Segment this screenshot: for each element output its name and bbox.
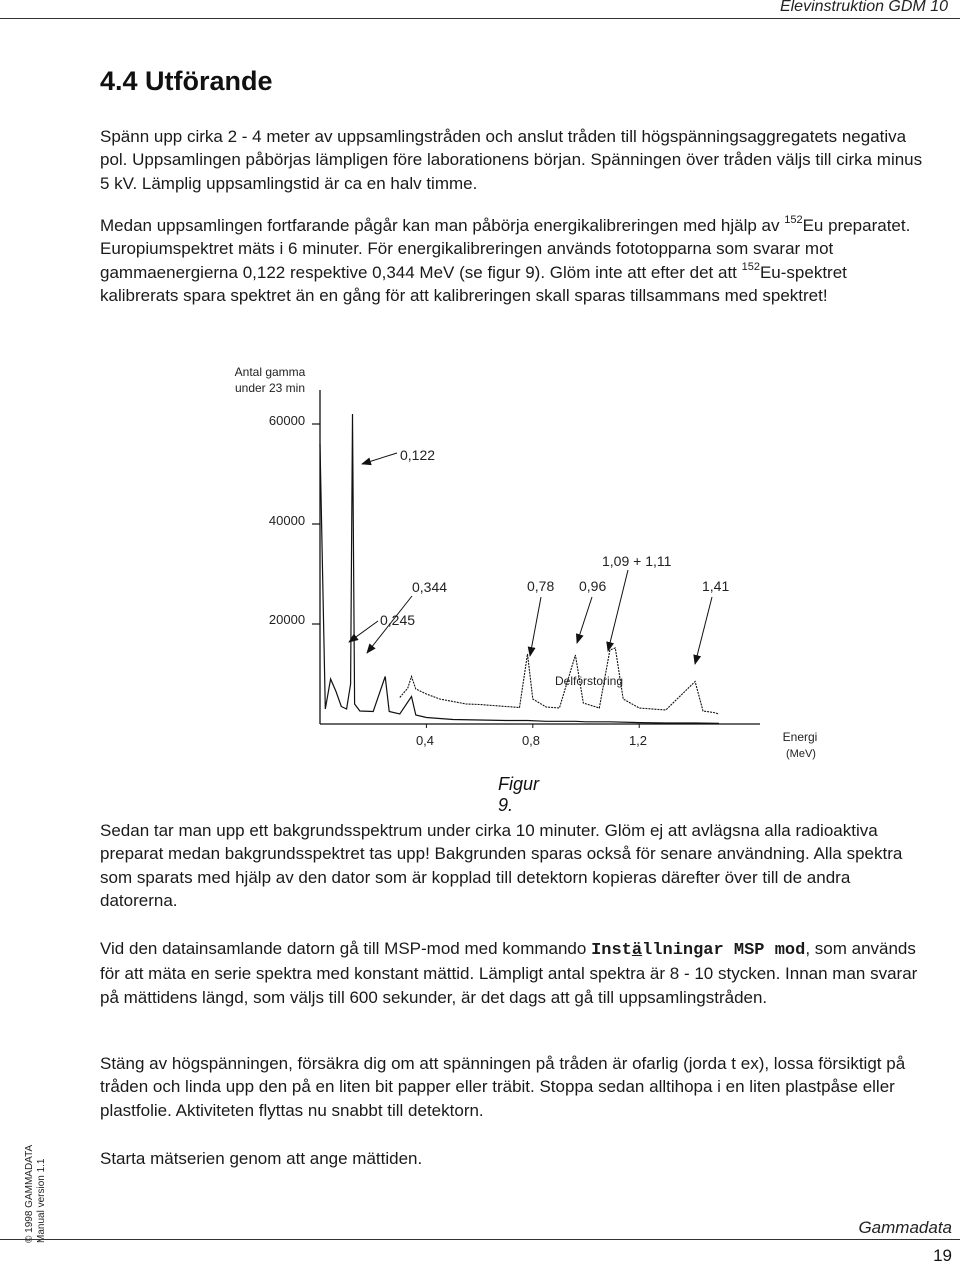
y-ticks	[312, 424, 320, 624]
peak-label-0-122: 0,122	[400, 447, 436, 463]
x-tick-label-0-4: 0,4	[415, 733, 435, 748]
arrow-1-41	[695, 597, 712, 664]
magnified-region-label: Delförstoring	[555, 674, 624, 688]
x-axis-label-line1: Energi	[782, 730, 818, 744]
paragraph-2-part-a: Medan uppsamlingen fortfarande pågår kan man påbörja energikalibreringen med hjälp av	[100, 216, 785, 235]
arrow-1-09-1-11	[608, 570, 628, 651]
footer-rule	[0, 1239, 960, 1240]
manual-version-line: Manual version 1.1	[36, 1158, 47, 1243]
header-title: Elevinstruktion GDM 10	[779, 0, 948, 15]
command-shortcut-letter: ä	[631, 941, 643, 960]
paragraph-3: Sedan tar man upp ett bakgrundsspektrum under cirka 10 minuter. Glöm ej att avlägsna alla radioaktiva preparat medan bakgrundsspektret tas upp! Bakgrunden sparas också för senare användning. Alla spektra som sparats med hjälp av den dator som är kopplad till detektorn kopieras därefter över till de andra datorerna.	[100, 821, 903, 910]
y-axis-label-line1: Antal gamma	[234, 365, 306, 379]
paragraph-2-part-b: Eu preparatet. Europiumspektret mäts i 6 minuter. För energikalibreringen används fototopparna som svarar mot gammaenergierna 0,122 respektive 0,344 MeV (se figur 9). Glöm inte att efter det att	[100, 216, 911, 282]
arrow-0-122	[362, 453, 397, 464]
peak-label-0-78: 0,78	[527, 578, 555, 594]
y-tick-label-60000: 60000	[268, 413, 306, 428]
paragraph-4-part-a: Vid den datainsamlande datorn gå till MSP-mod med kommando	[100, 939, 592, 958]
command-part-1: Inst	[591, 941, 632, 960]
side-copyright	[24, 1145, 48, 1243]
command-part-3: llningar MSP mod	[642, 941, 806, 960]
peak-label-1-41: 1,41	[702, 578, 730, 594]
paragraph-1: Spänn upp cirka 2 - 4 meter av uppsamlingstråden och anslut tråden till högspänningsaggregatets negativa pol. Uppsamlingen påbörjas lämpligen före laborationens början. Spänningen över tråden väljs till cirka minus 5 kV. Lämplig uppsamlingstid är ca en halv timme.	[100, 127, 923, 193]
y-tick-label-40000: 40000	[268, 513, 306, 528]
figure-caption: Figur 9.	[498, 774, 540, 815]
page-number: 19	[933, 1246, 952, 1265]
section-title: 4.4 Utförande	[100, 66, 273, 96]
peak-label-0-96: 0,96	[579, 578, 607, 594]
isotope-superscript: 152	[784, 214, 803, 227]
copyright-line: © 1998 GAMMADATA	[24, 1144, 35, 1243]
arrow-0-96	[577, 597, 592, 643]
peak-label-0-344: 0,344	[412, 579, 448, 595]
x-tick-label-0-8: 0,8	[521, 733, 541, 748]
paragraph-4	[100, 937, 930, 1009]
isotope-superscript: 152	[741, 260, 760, 273]
y-tick-label-20000: 20000	[268, 612, 306, 627]
paragraph-2-part-c: Eu-spektret kalibrerats spara spektret än en gång för att kalibreringen skall sparas tillsammans med spektret!	[100, 262, 847, 305]
paragraph-6: Starta mätserien genom att ange mättiden.	[100, 1149, 423, 1168]
peak-label-1-09-1-11: 1,09 + 1,11	[602, 553, 672, 569]
x-tick-label-1-2: 1,2	[628, 733, 648, 748]
footer-brand: Gammadata	[858, 1218, 952, 1237]
paragraph-5: Stäng av högspänningen, försäkra dig om att spänningen på tråden är ofarlig (jorda t ex), lossa försiktigt på tråden och linda upp den på en liten bit papper eller träbit. Stoppa sedan alltihopa i en liten plastpåse eller plastfolie. Aktiviteten flyttas nu snabbt till detektorn.	[100, 1054, 906, 1120]
arrow-0-78	[530, 597, 541, 656]
peak-label-0-245: 0,245	[380, 612, 416, 628]
arrow-0-245	[349, 621, 378, 642]
y-axis-label-line2: under 23 min	[234, 381, 306, 395]
paragraph-4-part-b: , som används för att mäta en serie spektra med konstant mättid. Lämpligt antal spektra är 8 - 10 stycken. Innan man svarar på mättidens längd, som väljs till 600 sekunder, är det dags att gå till uppsamlingstråden.	[100, 939, 918, 1007]
command-name	[591, 941, 805, 960]
x-axis-label-line2: (MeV)	[786, 748, 816, 760]
